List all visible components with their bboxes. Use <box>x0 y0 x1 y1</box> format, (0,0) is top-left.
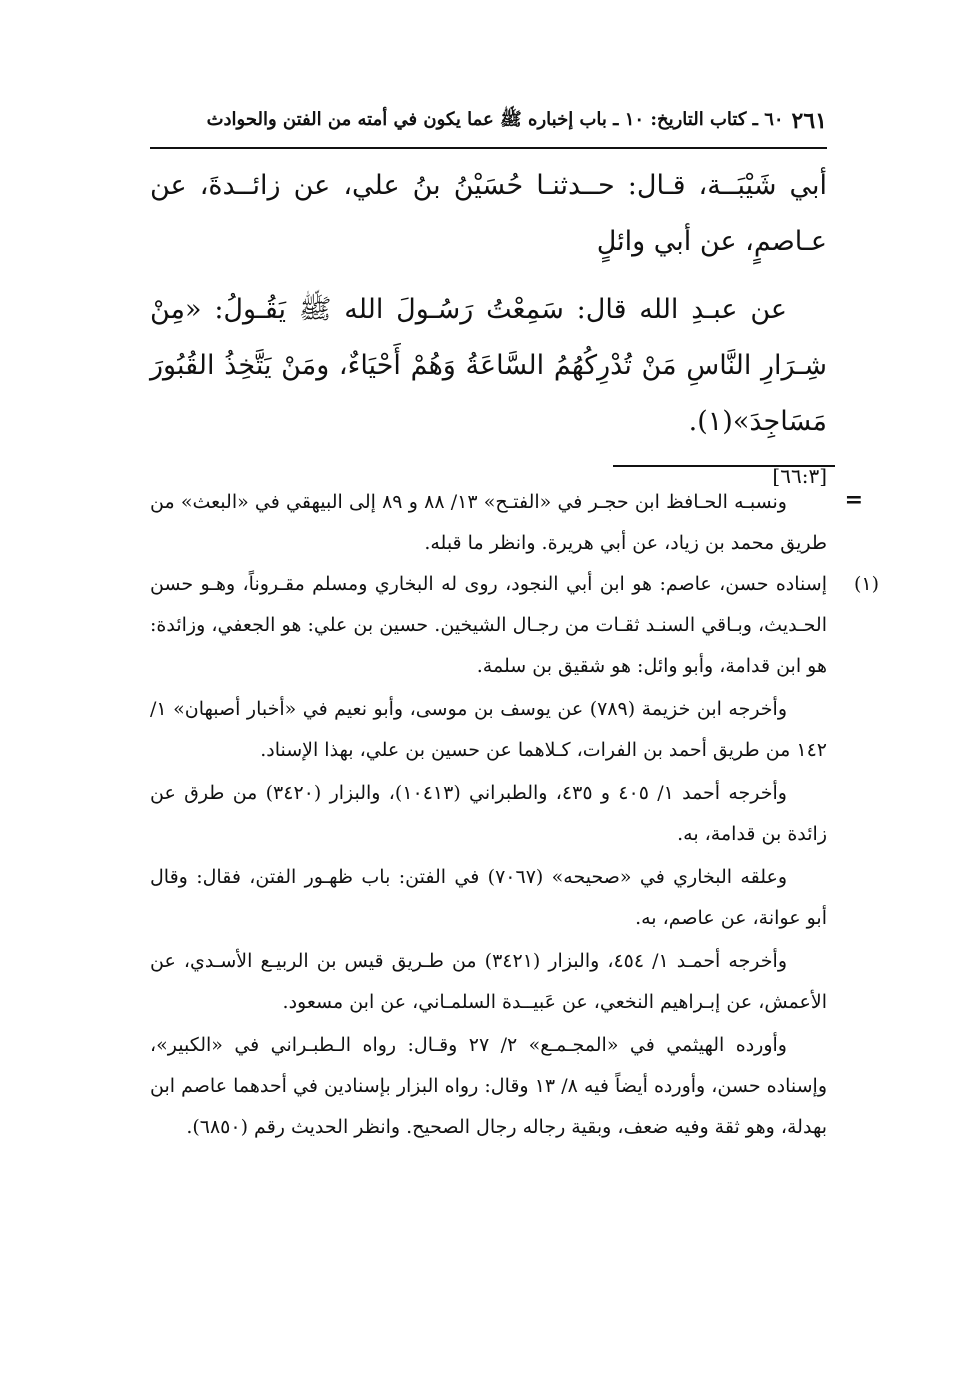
footnote-1 <box>150 564 879 687</box>
footnote-paragraph: وعلقه البخاري في «صحيحه» (٧٠٦٧) في الفتن: باب ظهـور الفتن، فقال: وقال أبو عوانة، عن عاصم، به. <box>150 866 827 929</box>
footnote-paragraph: وأخرجه أحمـد ١/ ٤٥٤، والبزار (٣٤٢١) من طـريق قيس بن الربيـع الأسـدي، عن الأعمش، عن إبـراهيم النخعي، عن عَبيــدة السلمـاني، عن ابن مسعود. <box>150 950 827 1013</box>
footnote-continuation: ونسبـه الحـافظ ابن حجـر في «الفتـح» ١٣/ ٨٨ و ٨٩ إلى البيهقي في «البعث» من طريق محمد بن زياد، عن أبي هريرة. وانظر ما قبله. <box>150 491 827 554</box>
continuation-mark: = <box>844 487 863 513</box>
footnote-paragraph: وأخرجه أحمد ١/ ٤٠٥ و ٤٣٥، والطبراني (١٠٤١٣)، والبزار (٣٤٢٠) من طرق عن زائدة بن قدامة، به. <box>150 782 827 845</box>
footnote-number: (١) <box>853 573 879 595</box>
footnotes <box>150 482 879 1148</box>
footnote-paragraph: وأخرجه ابن خزيمة (٧٨٩) عن يوسف بن موسى، وأبو نعيم في «أخبار أصبهان» ١/ ١٤٢ من طريق أحمد بن الفرات، كـلاهما عن حسين بن علي، بهذا الإسناد. <box>150 698 827 761</box>
hadith-text: عن عبـدِ الله قال: سَمِعْتُ رَسُـولَ الله ﷺ يَقُـولُ: «مِنْ شِـرَارِ النَّاسِ مَنْ تُدْرِكُهُمُ السَّاعَةُ وَهُمْ أَحْيَاءٌ، ومَنْ يَتَّخِذُ القُبُورَ مَسَاجِدَ»(١). <box>150 294 827 437</box>
footnote-separator <box>613 465 835 467</box>
footnote-paragraph: إسناده حسن، عاصم: هو ابن أبي النجود، روى له البخاري ومسلم مقـروناً، وهـو حسن الحـديث، وبـاقي السنـد ثقـات من رجـال الشيخين. حسين بن علي: هو الجعفي، وزائدة: هو ابن قدامة، وأبو وائل: هو شقيق بن سلمة. <box>150 573 827 677</box>
running-header <box>128 104 827 138</box>
page-number: ٢٦١ <box>791 108 827 134</box>
hadith-reference: [٦٦:٣] <box>772 464 827 488</box>
header-rule <box>150 147 827 149</box>
footnote-paragraph: وأورده الهيثمي في «المجـمـع» ٢/ ٢٧ وقـال: رواه الـطبـراني في «الكبير»، وإسناده حسن، وأورده أيضاً فيه ٨/ ١٣ وقال: رواه البزار بإسنادين في أحدهما عاصم ابن بهدلة، وهو ثقة وفيه ضعف، وبقية رجاله رجال الصحيح. وانظر الحديث رقم (٦٨٥٠). <box>150 1034 827 1138</box>
running-title: ٦٠ ـ كتاب التاريخ: ١٠ ـ باب إخباره ﷺ عما يكون في أمته من الفتن والحوادث <box>206 109 784 130</box>
main-text <box>150 158 827 496</box>
isnad-text: أبي شَيْبَــة، قـال: حــدثنـا حُسَيْنُ بنُ علي، عن زائــدةَ، عن عـاصمٍ، عن أبي وائلٍ <box>150 170 827 257</box>
